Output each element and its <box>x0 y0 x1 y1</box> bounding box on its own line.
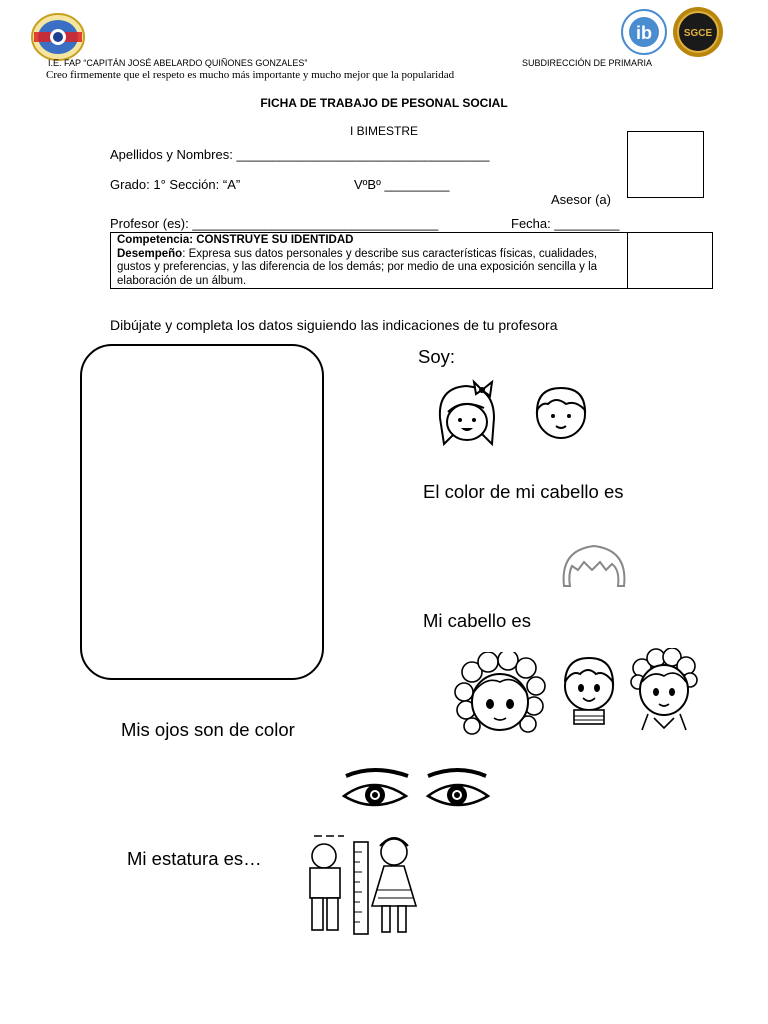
competence-text <box>117 234 622 288</box>
height-prompt: Mi estatura es… <box>127 848 262 869</box>
school-crest-logo <box>30 12 86 62</box>
sheet-title: FICHA DE TRABAJO DE PESONAL SOCIAL <box>260 96 508 110</box>
hair-type-prompt: Mi cabello es <box>423 610 531 631</box>
sgce-seal-logo <box>672 6 724 58</box>
self-portrait-box[interactable] <box>80 344 324 680</box>
asesor-label: Asesor (a) <box>551 192 611 207</box>
soy-prompt: Soy: <box>418 346 456 367</box>
sgce-seal-text: SGCE <box>683 28 713 39</box>
competence-box <box>110 232 713 289</box>
competence-value: CONSTRUYE SU IDENTIDAD <box>196 234 354 246</box>
performance-label: Desempeño <box>117 247 183 260</box>
signature-box[interactable] <box>627 131 704 198</box>
performance-text: : Expresa sus datos personales y describe sus características físicas, cualidades, gustos y preferencias, y las diferencia de los demás; por medio de una exposición sencilla y la elaboración de un álbum. <box>117 247 598 287</box>
grade-label: Grado: 1° Sección: “A” <box>110 177 241 192</box>
competence-label: Competencia: <box>117 234 194 246</box>
ib-logo-text: ib <box>636 23 652 43</box>
instructions: Dibújate y completa los datos siguiendo las indicaciones de tu profesora <box>110 317 558 333</box>
bimester-label: I BIMESTRE <box>349 124 418 138</box>
competence-divider <box>627 233 628 288</box>
school-name: I.E. FAP “CAPITÁN JOSÉ ABELARDO QUIÑONES GONZALES” <box>48 58 308 68</box>
ib-logo <box>620 8 668 56</box>
eyes-prompt: Mis ojos son de color <box>121 719 295 740</box>
boy-face-icon[interactable] <box>526 382 596 442</box>
curly-hair-boy-icon[interactable] <box>628 648 700 732</box>
height-measure-icon[interactable] <box>300 828 434 938</box>
straight-hair-boy-icon[interactable] <box>556 654 622 726</box>
hair-outline-icon <box>558 540 630 590</box>
girl-face-icon[interactable] <box>432 378 504 454</box>
motto: Creo firmemente que el respeto es mucho más importante y mucho mejor que la popularidad <box>46 69 455 81</box>
subdirection-label: SUBDIRECCIÓN DE PRIMARIA <box>522 58 653 68</box>
curly-hair-girl-icon[interactable] <box>452 652 548 740</box>
names-field[interactable]: Apellidos y Nombres: ___________________________________ <box>110 147 490 162</box>
date-field[interactable]: Fecha: _________ <box>511 216 620 231</box>
hair-color-prompt: El color de mi cabello es <box>423 481 624 502</box>
eyes-icon[interactable] <box>334 762 494 822</box>
vobo-field[interactable]: VºBº _________ <box>354 177 450 192</box>
teacher-field[interactable]: Profesor (es): __________________________________ <box>110 216 439 231</box>
